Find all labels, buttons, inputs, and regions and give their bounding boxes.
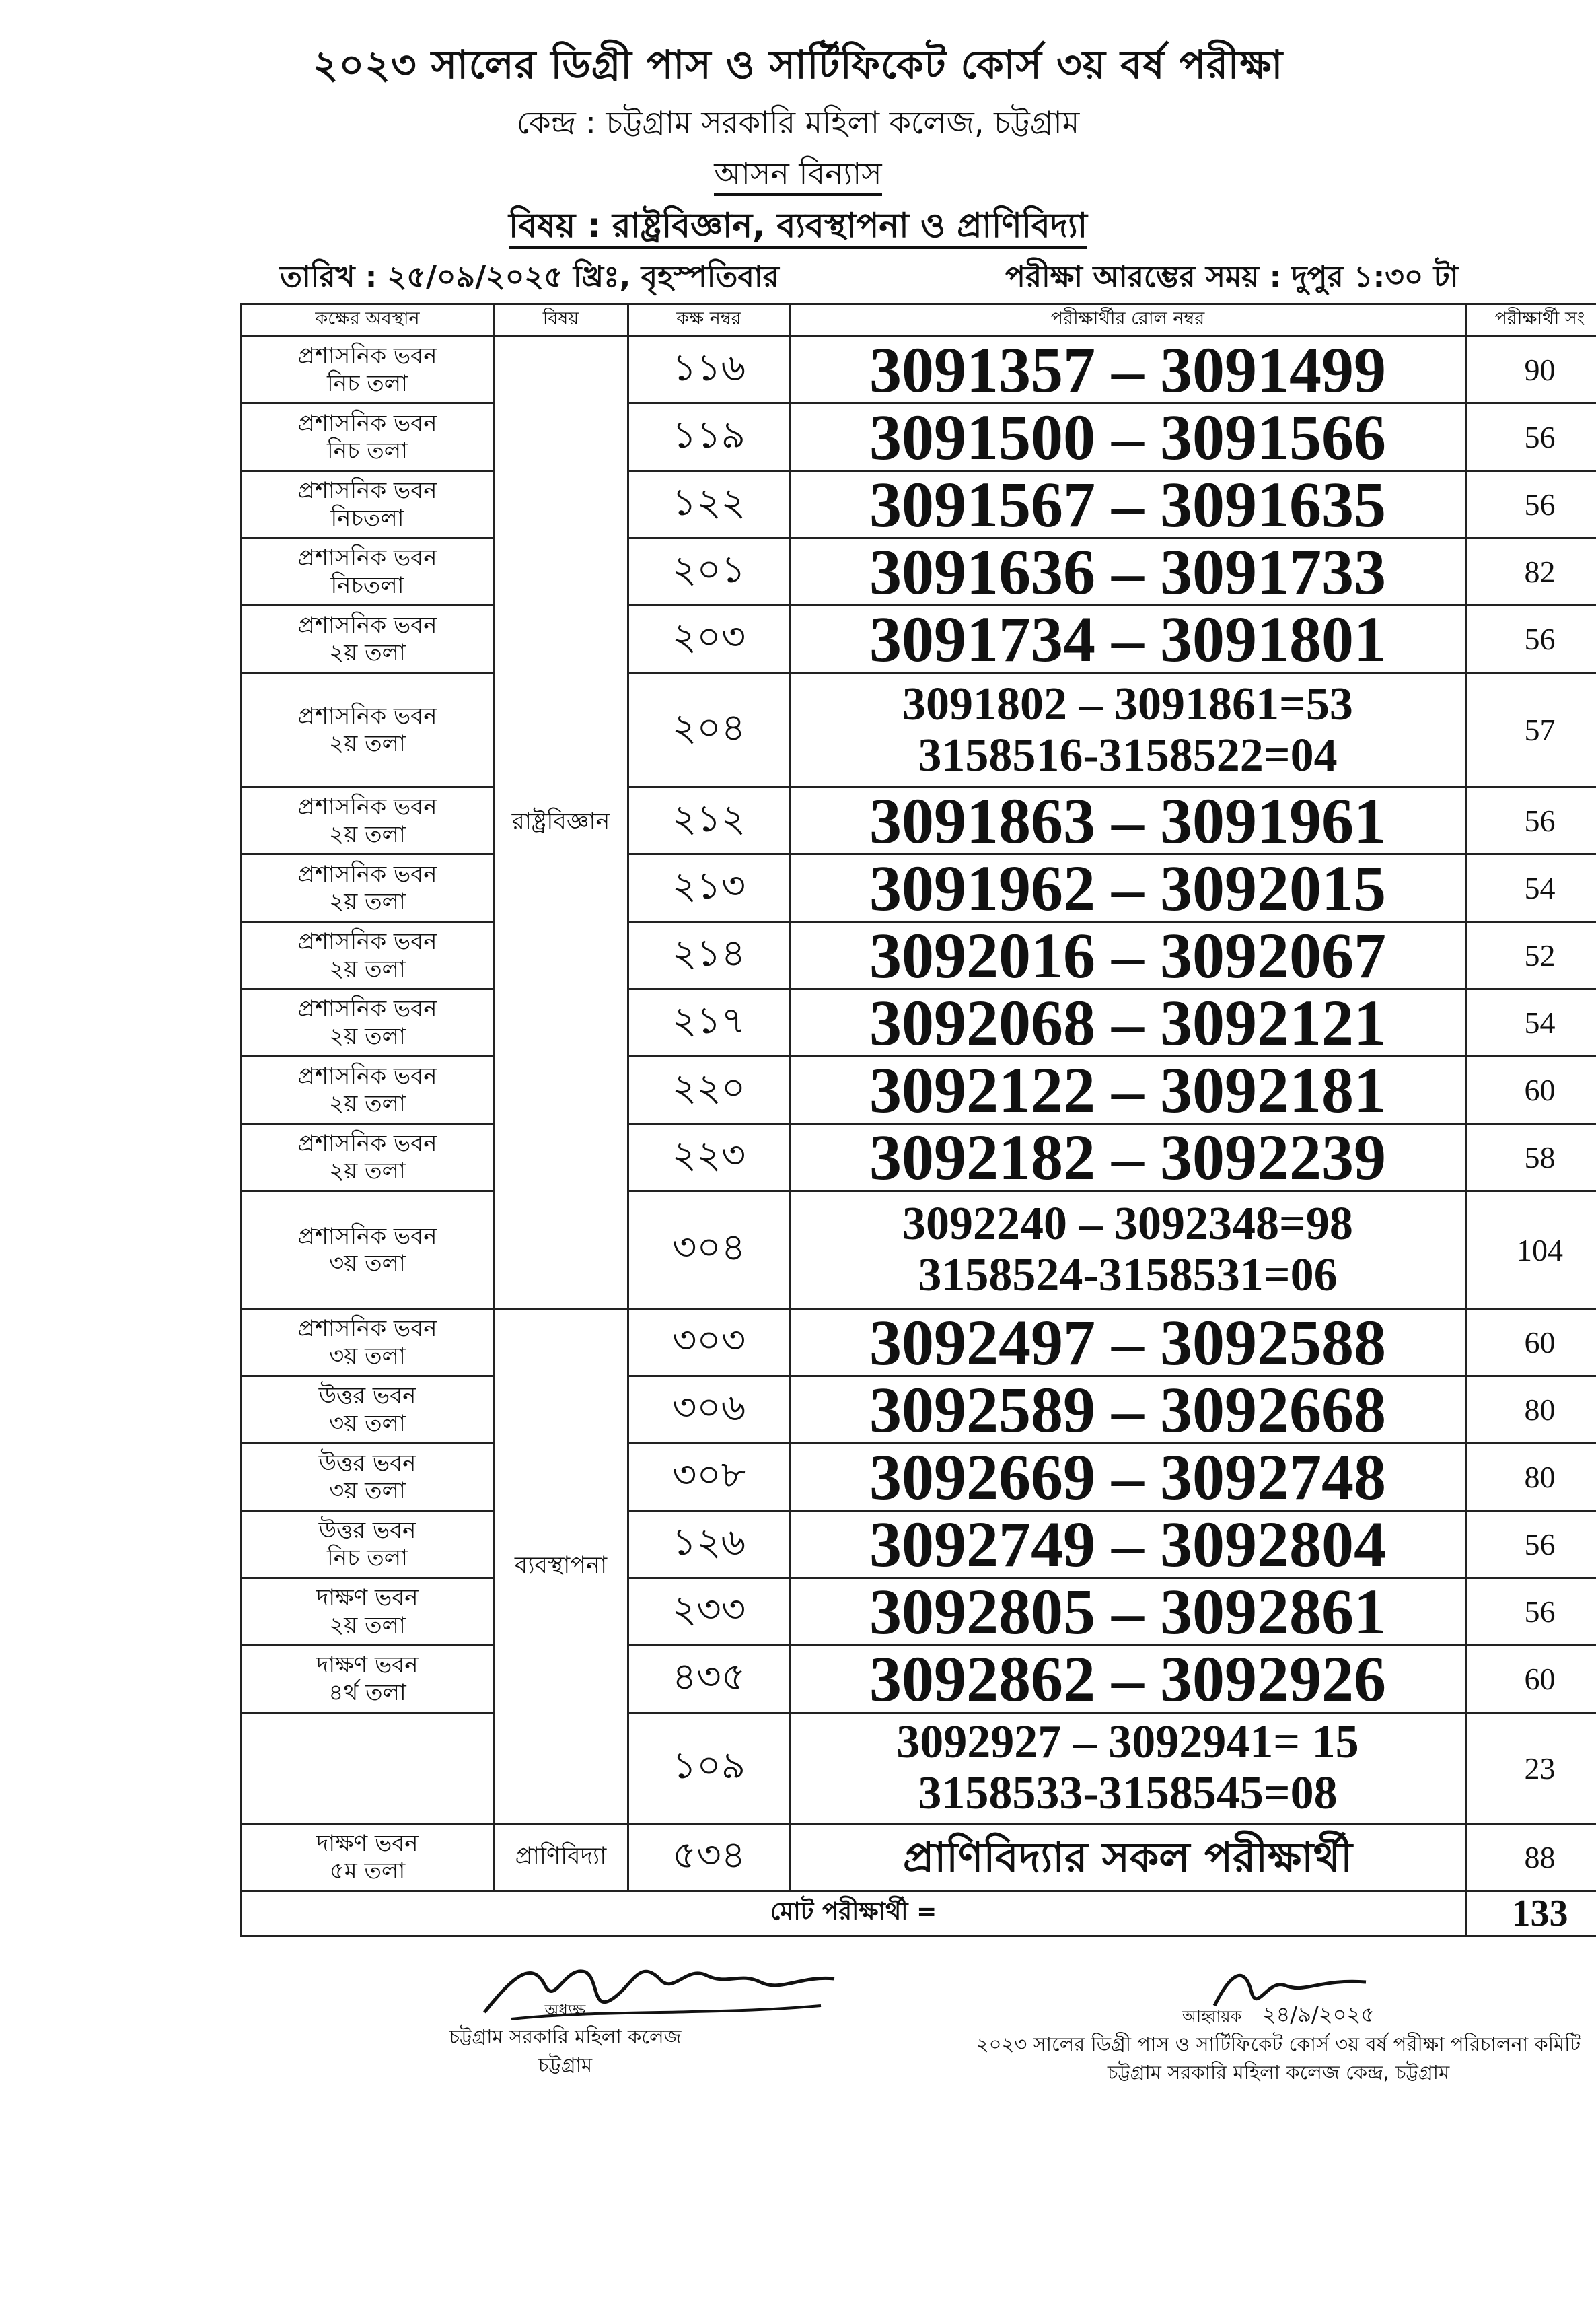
location-floor: ২য় তলা (329, 820, 406, 848)
room-number: ৩০৪ (628, 1191, 790, 1309)
room-number: ২২৩ (628, 1124, 790, 1191)
roll-range-line: 3092669 – 3092748 (869, 1443, 1386, 1511)
location-floor: নিচ তলা (327, 1544, 408, 1572)
location-floor: ২য় তলা (329, 1157, 406, 1185)
roll-range-line: 3091636 – 3091733 (869, 538, 1386, 606)
roll-range (790, 989, 1466, 1057)
roll-range-line: 3092862 – 3092926 (869, 1645, 1386, 1713)
roll-range (790, 1309, 1466, 1376)
table-row (242, 337, 1596, 404)
table-row (242, 538, 1596, 606)
roll-range (790, 471, 1466, 538)
location-cell (242, 922, 494, 989)
roll-range-line: 3092805 – 3092861 (869, 1578, 1386, 1646)
roll-range (790, 538, 1466, 606)
roll-range (790, 1713, 1466, 1824)
convener-signature-date: ২৪/৯/২০২৫ (1262, 2002, 1375, 2027)
location-cell (242, 404, 494, 471)
seating-table (240, 303, 1596, 1937)
roll-range-line: 3092749 – 3092804 (869, 1510, 1386, 1578)
location-cell (242, 1124, 494, 1191)
total-value: 133 (1466, 1891, 1596, 1936)
room-number: ২৩৩ (628, 1578, 790, 1646)
examinee-count: 56 (1466, 1511, 1596, 1578)
examinee-count: 58 (1466, 1124, 1596, 1191)
roll-range-line: 3091962 – 3092015 (869, 854, 1386, 922)
location-floor: নিচতলা (330, 571, 404, 599)
examinee-count: 56 (1466, 787, 1596, 855)
table-row (242, 922, 1596, 989)
roll-range-line: প্রাণিবিদ্যার সকল পরীক্ষার্থী (902, 1832, 1353, 1882)
roll-range (790, 606, 1466, 673)
room-number: ২০৩ (628, 606, 790, 673)
examinee-count: 60 (1466, 1646, 1596, 1713)
location-cell (242, 1444, 494, 1511)
location-floor: ২য় তলা (329, 730, 406, 757)
location-floor: নিচ তলা (327, 369, 408, 397)
col-subject: বিষয় (494, 304, 628, 337)
subject-line-text: বিষয় : রাষ্ট্রবিজ্ঞান, ব্যবস্থাপনা ও প্রাণিবিদ্যা (509, 206, 1087, 249)
examinee-count: 23 (1466, 1713, 1596, 1824)
roll-range-line: 3092240 – 3092348=98 (902, 1198, 1353, 1251)
location-cell (242, 1309, 494, 1376)
roll-range (790, 1124, 1466, 1191)
location-floor: ২য় তলা (329, 1022, 406, 1050)
document-title: ২০২৩ সালের ডিগ্রী পাস ও সার্টিফিকেট কোর্স ৩য় বর্ষ পরীক্ষা (312, 42, 1284, 87)
roll-range-line: 3092122 – 3092181 (869, 1056, 1386, 1124)
roll-range-line: 3158516-3158522=04 (918, 729, 1338, 781)
examinee-count: 88 (1466, 1824, 1596, 1891)
room-number: ৩০৩ (628, 1309, 790, 1376)
roll-range-line: 3091500 – 3091566 (869, 403, 1386, 471)
convener-line1: ২০২৩ সালের ডিগ্রী পাস ও সার্টিফিকেট কোর্স ৩য় বর্ষ পরীক্ষা পরিচালনা কমিটি (976, 2033, 1581, 2056)
total-row (242, 1891, 1596, 1936)
examinee-count: 80 (1466, 1376, 1596, 1444)
convener-signature-block (955, 1999, 1596, 2086)
location-cell (242, 855, 494, 922)
principal-line1: চট্টগ্রাম সরকারি মহিলা কলেজ (449, 2024, 682, 2048)
room-number: ২১৩ (628, 855, 790, 922)
examinee-count: 52 (1466, 922, 1596, 989)
examinee-count: 80 (1466, 1444, 1596, 1511)
location-cell (242, 1511, 494, 1578)
table-row (242, 404, 1596, 471)
location-building: উত্তর ভবন (318, 1517, 416, 1545)
location-building: প্রশাসনিক ভবন (297, 928, 437, 956)
roll-range-line: 3091734 – 3091801 (869, 605, 1386, 673)
table-row (242, 855, 1596, 922)
table-row (242, 787, 1596, 855)
location-floor: ৩য় তলা (329, 1409, 406, 1437)
location-cell (242, 1578, 494, 1646)
table-row (242, 1057, 1596, 1124)
total-label: মোট পরীক্ষার্থী = (242, 1891, 1466, 1936)
roll-range-line: 3092182 – 3092239 (869, 1123, 1386, 1191)
location-building: প্রশাসনিক ভবন (297, 1222, 437, 1250)
roll-range-line: 3092589 – 3092668 (869, 1376, 1386, 1444)
roll-range (790, 337, 1466, 404)
location-cell (242, 1713, 494, 1824)
seating-heading-text: আসন বিন্যাস (714, 155, 881, 196)
convener-role-text: আহ্বায়ক (1182, 2007, 1242, 2026)
location-floor: ২য় তলা (329, 955, 406, 983)
location-building: প্রশাসনিক ভবন (297, 410, 437, 437)
roll-range (790, 1646, 1466, 1713)
roll-range (790, 1057, 1466, 1124)
location-building: প্রশাসনিক ভবন (297, 544, 437, 572)
roll-range-line: 3091567 – 3091635 (869, 470, 1386, 538)
examinee-count: 60 (1466, 1057, 1596, 1124)
table-row (242, 606, 1596, 673)
col-room: কক্ষ নম্বর (628, 304, 790, 337)
col-count: পরীক্ষার্থী সং (1466, 304, 1596, 337)
exam-centre: কেন্দ্র : চট্টগ্রাম সরকারি মহিলা কলেজ, চট্টগ্রাম (516, 104, 1080, 141)
room-number: ১০৯ (628, 1713, 790, 1824)
roll-range-line: 3158524-3158531=06 (918, 1249, 1338, 1301)
subject-cell: ব্যবস্থাপনা (494, 1309, 628, 1824)
location-building: উত্তর ভবন (318, 1382, 416, 1410)
location-floor: নিচ তলা (327, 437, 408, 464)
location-building: প্রশাসনিক ভবন (297, 343, 437, 370)
examinee-count: 82 (1466, 538, 1596, 606)
location-building: প্রশাসনিক ভবন (297, 477, 437, 505)
seating-heading (0, 151, 1596, 202)
location-floor: ৫ম তলা (329, 1857, 406, 1885)
room-number: ১২২ (628, 471, 790, 538)
location-floor: ২য় তলা (329, 888, 406, 915)
roll-range (790, 1376, 1466, 1444)
convener-line2: চট্টগ্রাম সরকারি মহিলা কলেজ কেন্দ্র, চট্টগ্রাম (1107, 2061, 1450, 2084)
location-building: প্রশাসনিক ভবন (297, 861, 437, 888)
location-building: প্রশাসনিক ভবন (297, 1130, 437, 1158)
table-row (242, 989, 1596, 1057)
convener-role (955, 1999, 1596, 2030)
location-floor: ৩য় তলা (329, 1477, 406, 1504)
location-cell (242, 337, 494, 404)
location-cell (242, 606, 494, 673)
roll-range-line: 3092068 – 3092121 (869, 989, 1386, 1057)
roll-range-line: 3091357 – 3091499 (869, 336, 1386, 404)
roll-range (790, 404, 1466, 471)
location-building: দাক্ষণ ভবন (316, 1652, 419, 1679)
roll-range (790, 1578, 1466, 1646)
roll-range (790, 1824, 1466, 1891)
location-cell (242, 1376, 494, 1444)
examinee-count: 56 (1466, 606, 1596, 673)
location-cell (242, 673, 494, 787)
table-row (242, 1444, 1596, 1511)
room-number: ৩০৮ (628, 1444, 790, 1511)
location-cell (242, 989, 494, 1057)
examinee-count: 104 (1466, 1191, 1596, 1309)
room-number: ৩০৬ (628, 1376, 790, 1444)
table-row (242, 1376, 1596, 1444)
col-roll: পরীক্ষার্থীর রোল নম্বর (790, 304, 1466, 337)
roll-range (790, 922, 1466, 989)
table-row (242, 1824, 1596, 1891)
room-number: ১২৬ (628, 1511, 790, 1578)
subject-line (0, 201, 1596, 256)
location-building: প্রশাসনিক ভবন (297, 995, 437, 1023)
examinee-count: 57 (1466, 673, 1596, 787)
table-row (242, 1191, 1596, 1309)
roll-range-line: 3092497 – 3092588 (869, 1308, 1386, 1376)
location-building: প্রশাসনিক ভবন (297, 1315, 437, 1343)
location-cell (242, 1824, 494, 1891)
location-cell (242, 1646, 494, 1713)
examinee-count: 54 (1466, 855, 1596, 922)
exam-start-time: পরীক্ষা আরম্ভের সময় : দুপুর ১:৩০ টা (1005, 260, 1459, 294)
table-row (242, 471, 1596, 538)
principal-signature-block (363, 1999, 767, 2079)
table-row (242, 1646, 1596, 1713)
roll-range-line: 3092016 – 3092067 (869, 921, 1386, 989)
location-floor: ৩য় তলা (329, 1342, 406, 1370)
location-building: প্রশাসনিক ভবন (297, 612, 437, 639)
location-floor: ২য় তলা (329, 639, 406, 666)
examinee-count: 54 (1466, 989, 1596, 1057)
location-cell (242, 538, 494, 606)
location-building: দাক্ষণ ভবন (316, 1830, 419, 1858)
table-row (242, 1511, 1596, 1578)
room-number: ২০১ (628, 538, 790, 606)
table-header-row (242, 304, 1596, 337)
location-building: প্রশাসনিক ভবন (297, 1063, 437, 1090)
table-row (242, 1124, 1596, 1191)
room-number: ২১৭ (628, 989, 790, 1057)
room-number: ১১৬ (628, 337, 790, 404)
location-floor: নিচতলা (330, 504, 404, 532)
examinee-count: 56 (1466, 1578, 1596, 1646)
roll-range (790, 673, 1466, 787)
table-row (242, 1578, 1596, 1646)
location-cell (242, 1057, 494, 1124)
roll-range (790, 1444, 1466, 1511)
table-row (242, 673, 1596, 787)
room-number: ১১৯ (628, 404, 790, 471)
roll-range-line: 3158533-3158545=08 (918, 1767, 1338, 1819)
principal-role: অধ্যক্ষ (544, 2001, 586, 2020)
location-cell (242, 787, 494, 855)
location-floor: ২য় তলা (329, 1611, 406, 1639)
exam-date: তারিখ : ২৫/০৯/২০২৫ খ্রিঃ, বৃহস্পতিবার (280, 260, 779, 294)
location-building: উত্তর ভবন (318, 1450, 416, 1477)
roll-range (790, 1511, 1466, 1578)
room-number: ২২০ (628, 1057, 790, 1124)
location-cell (242, 471, 494, 538)
roll-range (790, 787, 1466, 855)
location-floor: ২য় তলা (329, 1090, 406, 1117)
location-building: দাক্ষণ ভবন (316, 1584, 419, 1612)
room-number: ২১২ (628, 787, 790, 855)
location-building: প্রশাসনিক ভবন (297, 794, 437, 821)
roll-range-line: 3091802 – 3091861=53 (902, 678, 1353, 730)
examinee-count: 90 (1466, 337, 1596, 404)
subject-cell: রাষ্ট্রবিজ্ঞান (494, 337, 628, 1309)
roll-range-line: 3092927 – 3092941= 15 (896, 1716, 1359, 1769)
roll-range (790, 855, 1466, 922)
room-number: ২১৪ (628, 922, 790, 989)
room-number: ৪৩৫ (628, 1646, 790, 1713)
examinee-count: 56 (1466, 404, 1596, 471)
subject-cell: প্রাণিবিদ্যা (494, 1824, 628, 1891)
location-building: প্রশাসনিক ভবন (297, 703, 437, 730)
table-row (242, 1309, 1596, 1376)
examinee-count: 60 (1466, 1309, 1596, 1376)
room-number: ২০৪ (628, 673, 790, 787)
roll-range-line: 3091863 – 3091961 (869, 787, 1386, 855)
col-location: কক্ষের অবস্থান (242, 304, 494, 337)
room-number: ৫৩৪ (628, 1824, 790, 1891)
roll-range (790, 1191, 1466, 1309)
location-cell (242, 1191, 494, 1309)
examinee-count: 56 (1466, 471, 1596, 538)
principal-line2: চট্টগ্রাম (538, 2053, 593, 2076)
location-floor: ৩য় তলা (329, 1250, 406, 1277)
location-floor: ৪র্থ তলা (328, 1679, 406, 1706)
table-row (242, 1713, 1596, 1824)
